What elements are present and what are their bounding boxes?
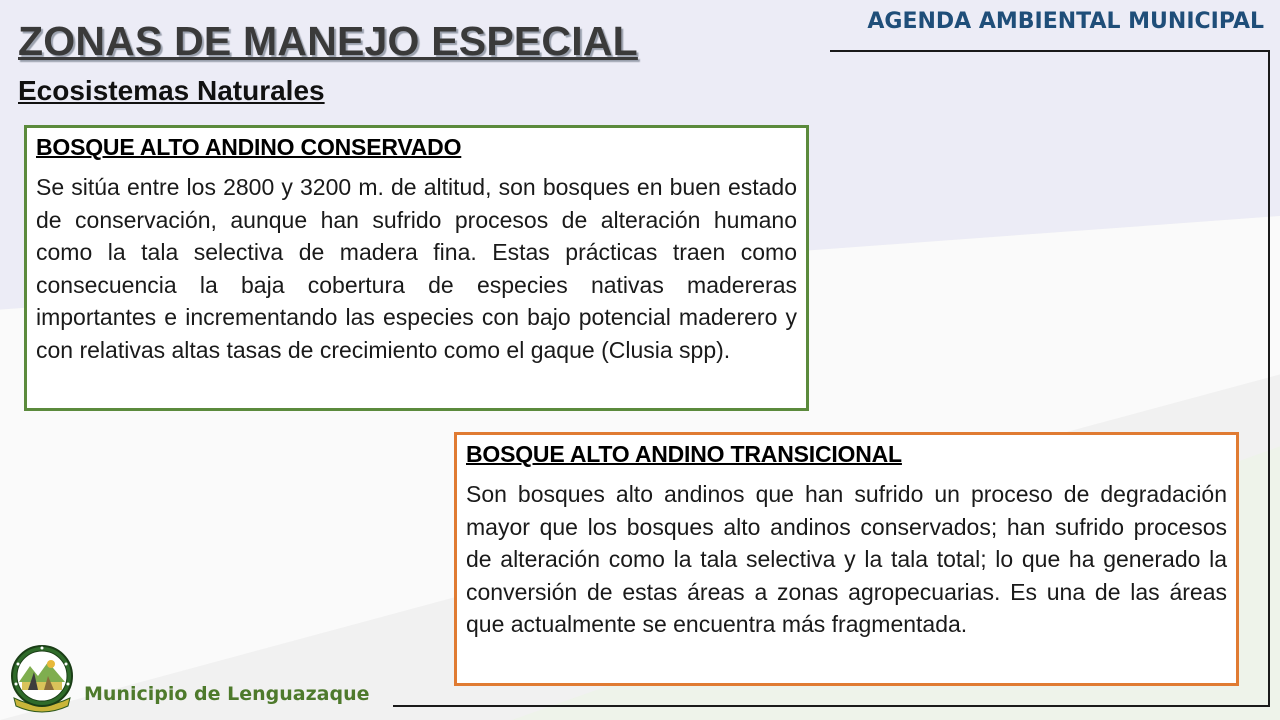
page-subtitle: Ecosistemas Naturales	[18, 75, 325, 106]
frame-line-top	[830, 50, 1270, 52]
frame-line-right	[1268, 50, 1270, 705]
card-body-conservado: Se sitúa entre los 2800 y 3200 m. de altitud, son bosques en buen estado de conservación, aunque han sufrido procesos de alteración humano como la tala selectiva de madera fina. Estas prácticas traen como consecuencia la baja cobertura de especies nativas madereras importantes e incrementando las especies con bajo potencial maderero y con relativas altas tasas de crecimiento como el gaque (Clusia spp).	[36, 174, 797, 363]
municipal-seal-icon	[8, 642, 76, 714]
card-heading-conservado: BOSQUE ALTO ANDINO CONSERVADO	[36, 134, 462, 160]
frame-line-bottom	[393, 705, 1270, 707]
card-heading-transicional: BOSQUE ALTO ANDINO TRANSICIONAL	[466, 441, 902, 467]
card-conservado	[24, 125, 809, 411]
card-transicional	[454, 432, 1239, 686]
agenda-heading: AGENDA AMBIENTAL MUNICIPAL	[867, 9, 1264, 34]
page-title: ZONAS DE MANEJO ESPECIAL	[18, 18, 638, 64]
municipio-name: Municipio de Lenguazaque	[84, 683, 370, 705]
card-body-transicional: Son bosques alto andinos que han sufrido un proceso de degradación mayor que los bosques alto andinos conservados; han sufrido procesos de alteración como la tala selectiva y la tala total; lo que ha generado la conversión de estas áreas a zonas agropecuarias. Es una de las áreas que actualmente se encuentra más fragmentada.	[466, 481, 1227, 637]
